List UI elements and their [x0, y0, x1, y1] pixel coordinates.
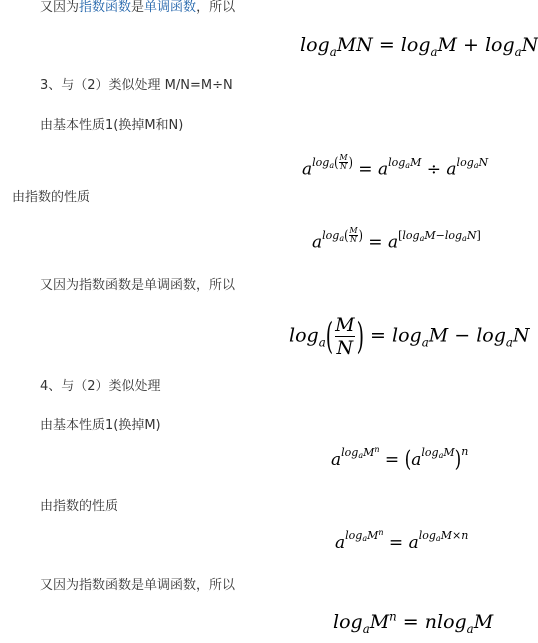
monotone-statement-1 [40, 0, 235, 17]
formula-exp-product-n: $a^{log_aM^n} = a^{log_aM\times n}$ [335, 528, 469, 553]
formula-exp-difference: $a^{log_a( \frac{M}{N} )} = a[logaM-logaN]$ [312, 226, 481, 253]
exponential-function-link[interactable]: 指数函数 [79, 0, 132, 15]
exponent-property-note-2: 由指数的性质 [40, 499, 119, 514]
step4-title: 4、与（2）类似处理 [40, 379, 161, 394]
formula-log-product: $\log_aMN = \log_aM + \log_aN$ [300, 34, 538, 59]
exponent-property-note-1: 由指数的性质 [12, 190, 91, 205]
monotonic-function-link[interactable]: 单调函数 [144, 0, 197, 15]
formula-log-quotient: $\log_a$( $\frac{M}{N}$ ) = $\log_aM - \log_aN$ [289, 314, 530, 359]
monotone-statement-2: 又因为指数函数是单调函数，所以 [40, 278, 236, 293]
formula-log-power: $\log_aM^n = nlog_aM$ [333, 609, 494, 636]
monotone-prefix: 又因为 [40, 0, 80, 15]
monotone-mid: 是 [131, 0, 145, 15]
formula-exp-quotient: $a^{log_a( \frac{M}{N} )} = a^{log_aM} \div a^{log_aN}$ [302, 153, 489, 180]
formula-exp-power: $a^{log_aM^n} = (a^{log_aM})^n$ [331, 445, 469, 473]
base-property-note-1: 由基本性质1(换掉M和N) [40, 118, 184, 133]
step3-title: 3、与（2）类似处理 M/N=M÷N [40, 78, 233, 93]
monotone-suffix: ，所以 [196, 0, 236, 15]
base-property-note-2: 由基本性质1(换掉M) [40, 418, 161, 433]
monotone-statement-3: 又因为指数函数是单调函数，所以 [40, 578, 236, 593]
